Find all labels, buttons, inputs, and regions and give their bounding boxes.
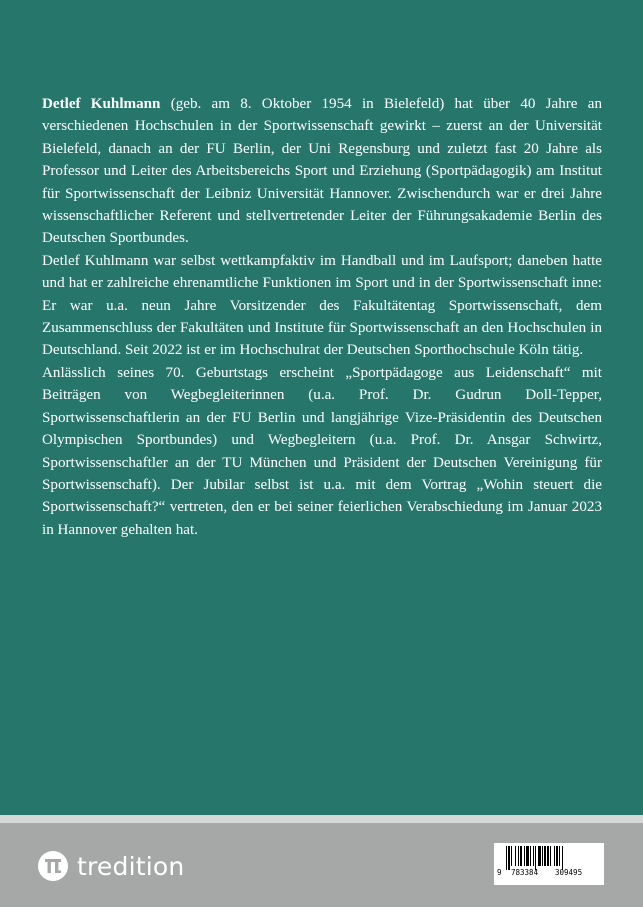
author-name: Detlef Kuhlmann bbox=[42, 96, 161, 112]
barcode-bars bbox=[506, 846, 594, 870]
barcode-digit-lead: 9 bbox=[497, 868, 502, 877]
barcode-digit-group-1: 783384 bbox=[511, 868, 539, 877]
barcode-bar bbox=[559, 846, 560, 866]
barcode-bar bbox=[515, 846, 516, 866]
barcode-bar bbox=[511, 846, 512, 866]
barcode-bar bbox=[542, 846, 543, 866]
barcode-bar bbox=[518, 846, 519, 866]
barcode-bar bbox=[506, 846, 507, 870]
barcode-bar bbox=[554, 846, 555, 866]
barcode-bar bbox=[535, 846, 536, 870]
isbn-barcode bbox=[494, 843, 604, 885]
barcode-bar bbox=[530, 846, 531, 866]
barcode-bar bbox=[520, 846, 522, 866]
barcode-digit-group-2: 309495 bbox=[555, 868, 583, 877]
publisher-logo bbox=[38, 850, 184, 882]
barcode-bar bbox=[508, 846, 510, 870]
blurb-paragraph-3: Anlässlich seines 70. Geburtstags erscheint „Sportpädagoge aus Leidenschaft“ mit Beiträgen von Wegbegleiterinnen (u.a. Prof. Dr. Gudrun Doll-Tepper, Sportwissenschaftlerin an der FU Berlin und langjährige Vize-Präsidentin des Deutschen Olympischen Sportbundes) und Wegbegleitern (u.a. Prof. Dr. Ansgar Schwirtz, Sportwissenschaftler an der TU München und Präsident der Deutschen Vereinigung für Sportwissenschaft). Der Jubilar selbst ist u.a. mit dem Vortrag „Wohin steuert die Sportwissenschaft?“ vertreten, den er bei seiner feierlichen Verabschiedung im Januar 2023 in Hannover gehalten hat. bbox=[42, 364, 602, 538]
barcode-bar bbox=[538, 846, 541, 866]
blurb-paragraph-2: Detlef Kuhlmann war selbst wettkampfaktiv im Handball und im Laufsport; daneben hatte und hat er zahlreiche ehrenamtliche Funktionen im Sport und in der Sportwissenschaft inne: Er war u.a. neun Jahre Vorsitzender des Fakultätentag Sportwissenschaft, dem Zusammenschluss der Fakultäten und Institute für Sportwissenschaft an den Hochschulen in Deutschland. Seit 2022 ist er im Hochschulrat der Deutschen Sporthochschule Köln tätig. bbox=[42, 252, 602, 359]
barcode-bar bbox=[556, 846, 558, 866]
barcode-bar bbox=[544, 846, 546, 866]
barcode-bar bbox=[526, 846, 529, 866]
footer-divider bbox=[0, 815, 643, 823]
author-blurb bbox=[42, 93, 602, 541]
blurb-paragraph-1 bbox=[42, 93, 602, 250]
barcode-bar bbox=[524, 846, 525, 866]
barcode-bar bbox=[533, 846, 534, 866]
publisher-name: tredition bbox=[77, 851, 185, 881]
barcode-digits bbox=[494, 868, 604, 882]
barcode-bar bbox=[562, 846, 563, 870]
barcode-bar bbox=[547, 846, 549, 866]
tredition-logo-icon bbox=[38, 851, 68, 881]
blurb-paragraph-1-text: (geb. am 8. Oktober 1954 in Bielefeld) hat über 40 Jahre an verschiedenen Hochschulen in der Sportwissenschaft gewirkt – zuerst an der Universität Bielefeld, danach an der FU Berlin, der Uni Regensburg und zuletzt fast 20 Jahre als Professor und Leiter des Arbeitsbereichs Sport und Erziehung (Sportpädagogik) am Institut für Sportwissenschaft der Leibniz Universität Hannover. Zwischendurch war er drei Jahre wissenschaftlicher Referent und stellvertretender Leiter der Führungsakademie Berlin des Deutschen Sportbundes. bbox=[42, 96, 603, 247]
barcode-bar bbox=[550, 846, 551, 866]
